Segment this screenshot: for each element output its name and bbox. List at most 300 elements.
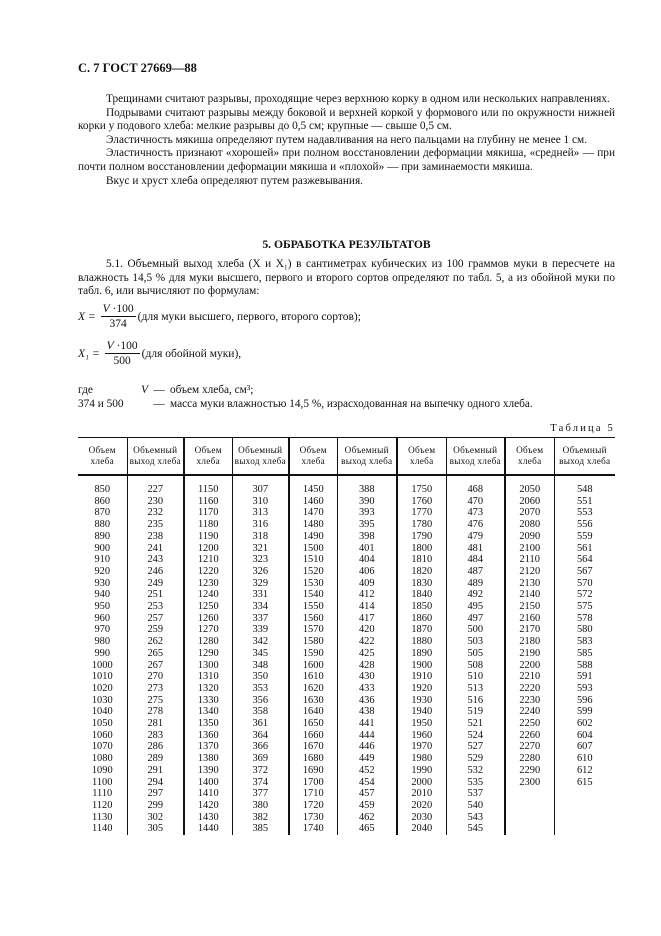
- cell-volume: 1470: [289, 507, 337, 519]
- cell-yield: 591: [576, 671, 593, 683]
- cell-volume: 1240: [184, 589, 232, 601]
- cell-yield: 468: [446, 475, 505, 496]
- cell-volume: 1350: [184, 718, 232, 730]
- cell-yield: 294: [127, 777, 184, 789]
- cell-volume: 1060: [78, 730, 127, 742]
- cell-volume: 860: [78, 496, 127, 508]
- cell-volume: 2240: [505, 706, 554, 718]
- where-definition: масса муки влажностью 14,5 %, израсходованная на выпечку одного хлеба.: [170, 397, 533, 410]
- cell-volume: 1970: [397, 741, 446, 753]
- cell-yield: 339: [232, 624, 289, 636]
- cell-volume: 1760: [397, 496, 446, 508]
- cell-volume: 1610: [289, 671, 337, 683]
- table-row: [78, 718, 615, 730]
- cell-volume: 1650: [289, 718, 337, 730]
- cell-volume: 1620: [289, 683, 337, 695]
- cell-yield: 473: [446, 507, 505, 519]
- cell-yield: 612: [576, 764, 593, 776]
- cell-yield: 459: [337, 800, 397, 812]
- cell-yield: 481: [446, 543, 505, 555]
- cell-yield: 497: [446, 613, 505, 625]
- cell-volume: 930: [78, 578, 127, 590]
- table-row: [78, 566, 615, 578]
- fraction-denominator: 500: [113, 355, 131, 367]
- header-yield: Объемный выход хлеба: [337, 438, 397, 476]
- header-volume: Объем хлеба: [397, 438, 446, 476]
- cell-volume: 1860: [397, 613, 446, 625]
- cell-volume: 2090: [505, 531, 554, 543]
- cell-yield: 551: [576, 495, 593, 507]
- cell-yield: 395: [337, 519, 397, 531]
- cell-yield: 262: [127, 636, 184, 648]
- cell-yield: 452: [337, 765, 397, 777]
- cell-volume: 880: [78, 519, 127, 531]
- header-yield: Объемный выход хлеба: [446, 438, 505, 476]
- cell-yield: 412: [337, 589, 397, 601]
- cell-yield: 564: [576, 554, 593, 566]
- cell-volume: 1770: [397, 507, 446, 519]
- cell-volume: 1780: [397, 519, 446, 531]
- cell-volume: 960: [78, 613, 127, 625]
- cell-yield: 281: [127, 718, 184, 730]
- cell-volume: 1290: [184, 648, 232, 660]
- formula-note: (для муки высшего, первого, второго сортов);: [137, 311, 361, 323]
- cell-volume: 890: [78, 531, 127, 543]
- cell-yield: 607: [576, 741, 593, 753]
- cell-yield: 316: [232, 519, 289, 531]
- cell-volume: 1310: [184, 671, 232, 683]
- cell-yield: 329: [232, 578, 289, 590]
- cell-yield: 470: [446, 496, 505, 508]
- cell-yield: 409: [337, 578, 397, 590]
- cell-volume: 1110: [78, 788, 127, 800]
- cell-yield: 385: [232, 823, 289, 835]
- cell-yield: 593: [576, 682, 593, 694]
- where-term: 374 и 500: [78, 397, 124, 410]
- cell-yield: 257: [127, 613, 184, 625]
- cell-yield: 516: [446, 695, 505, 707]
- cell-volume: 1210: [184, 554, 232, 566]
- cell-volume: 1130: [78, 812, 127, 824]
- cell-yield: 524: [446, 730, 505, 742]
- cell-volume: 910: [78, 554, 127, 566]
- cell-yield: 585: [576, 647, 593, 659]
- cell-volume: 1430: [184, 812, 232, 824]
- header-volume: Объем хлеба: [505, 438, 554, 476]
- cell-yield: 302: [127, 812, 184, 824]
- cell-volume: 2180: [505, 636, 554, 648]
- cell-volume: 1700: [289, 777, 337, 789]
- cell-yield: 527: [446, 741, 505, 753]
- cell-volume: 1400: [184, 777, 232, 789]
- cell-volume: 1230: [184, 578, 232, 590]
- cell-volume: 1980: [397, 753, 446, 765]
- cell-yield: 430: [337, 671, 397, 683]
- where-term: V: [141, 384, 148, 396]
- cell-yield: 305: [127, 823, 184, 835]
- cell-volume: 2170: [505, 624, 554, 636]
- where-dash: —: [153, 384, 165, 396]
- cell-yield: 438: [337, 706, 397, 718]
- cell-volume: 920: [78, 566, 127, 578]
- table-row: [78, 578, 615, 590]
- cell-yield: 253: [127, 601, 184, 613]
- cell-yield: 599: [576, 706, 593, 718]
- table-row: [78, 601, 615, 613]
- where-dash: —: [153, 397, 165, 410]
- numerator-constant: ·100: [113, 340, 138, 352]
- cell-volume: 2040: [397, 823, 446, 835]
- cell-yield: 567: [576, 565, 593, 577]
- cell-yield: 578: [576, 612, 593, 624]
- cell-yield: [554, 823, 615, 835]
- fraction-numerator: [105, 340, 140, 354]
- cell-yield: 364: [232, 730, 289, 742]
- cell-yield: 307: [232, 475, 289, 496]
- cell-yield: 604: [576, 729, 593, 741]
- table-row: [78, 531, 615, 543]
- cell-volume: 1140: [78, 823, 127, 835]
- cell-volume: 2070: [505, 507, 554, 519]
- cell-volume: 1590: [289, 648, 337, 660]
- formula-note: (для обойной муки),: [141, 348, 242, 360]
- cell-yield: 449: [337, 753, 397, 765]
- cell-yield: 444: [337, 730, 397, 742]
- cell-yield: 291: [127, 765, 184, 777]
- cell-yield: 570: [576, 577, 593, 589]
- cell-yield: 446: [337, 741, 397, 753]
- cell-volume: 2050: [505, 475, 554, 496]
- cell-volume: 1340: [184, 706, 232, 718]
- cell-volume: 1180: [184, 519, 232, 531]
- cell-volume: 2060: [505, 496, 554, 508]
- table-row: [78, 730, 615, 742]
- cell-yield: 454: [337, 777, 397, 789]
- cell-yield: 487: [446, 566, 505, 578]
- cell-volume: 2120: [505, 566, 554, 578]
- cell-yield: 358: [232, 706, 289, 718]
- cell-volume: 1960: [397, 730, 446, 742]
- table-row: [78, 695, 615, 707]
- cell-yield: 297: [127, 788, 184, 800]
- cell-volume: 2030: [397, 812, 446, 824]
- cell-yield: 232: [127, 507, 184, 519]
- cell-yield: 545: [446, 823, 505, 835]
- cell-volume: 2140: [505, 589, 554, 601]
- cell-volume: 1070: [78, 741, 127, 753]
- cell-yield: 398: [337, 531, 397, 543]
- table-row: [78, 613, 615, 625]
- cell-volume: 2160: [505, 613, 554, 625]
- cell-yield: 326: [232, 566, 289, 578]
- cell-volume: 1560: [289, 613, 337, 625]
- cell-volume: 1570: [289, 624, 337, 636]
- cell-volume: 1740: [289, 823, 337, 835]
- cell-yield: 529: [446, 753, 505, 765]
- where-prefix: где: [78, 384, 93, 396]
- cell-yield: [554, 812, 615, 824]
- cell-yield: 559: [576, 530, 593, 542]
- cell-yield: 580: [576, 624, 593, 636]
- cell-volume: 2200: [505, 660, 554, 672]
- table-row: [78, 765, 615, 777]
- cell-volume: 1940: [397, 706, 446, 718]
- table-row: [78, 753, 615, 765]
- cell-volume: 1260: [184, 613, 232, 625]
- cell-volume: 1710: [289, 788, 337, 800]
- cell-volume: 2130: [505, 578, 554, 590]
- table-row: [78, 671, 615, 683]
- table-row: [78, 683, 615, 695]
- cell-volume: 900: [78, 543, 127, 555]
- paragraph-cracks: Трещинами считают разрывы, проходящие через верхнюю корку в одном или нескольких направлениях.: [106, 93, 610, 105]
- cell-yield: 575: [576, 601, 593, 613]
- cell-yield: 249: [127, 578, 184, 590]
- cell-volume: 1660: [289, 730, 337, 742]
- cell-yield: 259: [127, 624, 184, 636]
- fraction-denominator: 374: [109, 318, 127, 330]
- cell-yield: 610: [576, 753, 593, 765]
- cell-volume: 2080: [505, 519, 554, 531]
- where-definition: объем хлеба, см³;: [170, 384, 254, 396]
- cell-yield: 334: [232, 601, 289, 613]
- cell-volume: 1450: [289, 475, 337, 496]
- cell-yield: 422: [337, 636, 397, 648]
- table-row: [78, 624, 615, 636]
- cell-yield: 278: [127, 706, 184, 718]
- cell-volume: 1040: [78, 706, 127, 718]
- cell-yield: 492: [446, 589, 505, 601]
- cell-volume: 1160: [184, 496, 232, 508]
- cell-yield: 331: [232, 589, 289, 601]
- cell-yield: 323: [232, 554, 289, 566]
- cell-yield: 583: [576, 636, 593, 648]
- cell-yield: 382: [232, 812, 289, 824]
- cell-yield: 602: [576, 718, 593, 730]
- cell-yield: 537: [446, 788, 505, 800]
- table-row: [78, 812, 615, 824]
- table-row: [78, 800, 615, 812]
- header-volume: Объем хлеба: [184, 438, 232, 476]
- cell-volume: 2270: [505, 741, 554, 753]
- cell-yield: 535: [446, 777, 505, 789]
- cell-yield: 479: [446, 531, 505, 543]
- cell-volume: 1030: [78, 695, 127, 707]
- cell-yield: [554, 788, 615, 800]
- cell-yield: 553: [576, 507, 593, 519]
- cell-volume: 1550: [289, 601, 337, 613]
- cell-volume: 950: [78, 601, 127, 613]
- cell-volume: 1360: [184, 730, 232, 742]
- formula-lhs: X₁ =: [78, 348, 100, 360]
- table-row: [78, 741, 615, 753]
- cell-volume: 1690: [289, 765, 337, 777]
- cell-yield: 353: [232, 683, 289, 695]
- cell-yield: 230: [127, 496, 184, 508]
- paragraph-taste: Вкус и хруст хлеба определяют путем разжевывания.: [106, 174, 363, 187]
- table-row: [78, 660, 615, 672]
- cell-volume: 1820: [397, 566, 446, 578]
- cell-yield: 417: [337, 613, 397, 625]
- cell-yield: 342: [232, 636, 289, 648]
- cell-volume: 1830: [397, 578, 446, 590]
- cell-yield: 457: [337, 788, 397, 800]
- paragraph-undercuts: Подрывами считают разрывы между боковой и верхней коркой у формового или по окружности нижней корки у подового хлеба: мелкие разрывы до 0,5 см; крупные — свыше 0,5 см.: [78, 106, 615, 133]
- cell-volume: 1850: [397, 601, 446, 613]
- cell-volume: 2110: [505, 554, 554, 566]
- header-volume: Объем хлеба: [78, 438, 127, 476]
- cell-volume: 1540: [289, 589, 337, 601]
- cell-volume: 1170: [184, 507, 232, 519]
- cell-yield: 484: [446, 554, 505, 566]
- where-clause: [78, 384, 533, 411]
- cell-volume: 1300: [184, 660, 232, 672]
- formula-x: [78, 303, 361, 331]
- body-paragraphs: [78, 93, 615, 188]
- cell-yield: 561: [576, 542, 593, 554]
- cell-yield: 270: [127, 671, 184, 683]
- cell-volume: 1880: [397, 636, 446, 648]
- table-label: Таблица 5: [550, 423, 615, 434]
- cell-yield: 227: [127, 475, 184, 496]
- cell-volume: 1280: [184, 636, 232, 648]
- cell-volume: 2010: [397, 788, 446, 800]
- cell-volume: 2210: [505, 671, 554, 683]
- header-yield: Объемный выход хлеба: [127, 438, 184, 476]
- formula-lhs: X =: [78, 311, 96, 323]
- cell-yield: 267: [127, 660, 184, 672]
- numerator-constant: ·100: [109, 303, 134, 315]
- cell-yield: 243: [127, 554, 184, 566]
- cell-volume: 1460: [289, 496, 337, 508]
- cell-yield: 441: [337, 718, 397, 730]
- table-row: [78, 589, 615, 601]
- cell-yield: 361: [232, 718, 289, 730]
- table-row: [78, 496, 615, 508]
- cell-volume: 1910: [397, 671, 446, 683]
- cell-volume: 1680: [289, 753, 337, 765]
- cell-yield: 588: [576, 659, 593, 671]
- cell-volume: 1390: [184, 765, 232, 777]
- cell-volume: 1520: [289, 566, 337, 578]
- cell-yield: 388: [337, 475, 397, 496]
- cell-yield: 310: [232, 496, 289, 508]
- cell-volume: 1000: [78, 660, 127, 672]
- header-yield: Объемный выход хлеба: [554, 438, 615, 476]
- clause-5-1: [78, 258, 615, 299]
- cell-yield: 572: [576, 589, 593, 601]
- cell-volume: 1580: [289, 636, 337, 648]
- cell-yield: 521: [446, 718, 505, 730]
- cell-volume: 1010: [78, 671, 127, 683]
- cell-yield: 356: [232, 695, 289, 707]
- cell-volume: 2190: [505, 648, 554, 660]
- cell-yield: 235: [127, 519, 184, 531]
- fraction: [101, 303, 136, 331]
- cell-yield: 241: [127, 543, 184, 555]
- cell-yield: 406: [337, 566, 397, 578]
- cell-volume: 1190: [184, 531, 232, 543]
- cell-volume: 1090: [78, 765, 127, 777]
- cell-yield: 251: [127, 589, 184, 601]
- cell-yield: 462: [337, 812, 397, 824]
- table-row: [78, 788, 615, 800]
- cell-volume: 970: [78, 624, 127, 636]
- cell-yield: 273: [127, 683, 184, 695]
- cell-yield: 433: [337, 683, 397, 695]
- cell-volume: 1630: [289, 695, 337, 707]
- table-row: [78, 507, 615, 519]
- cell-volume: 870: [78, 507, 127, 519]
- cell-volume: [505, 812, 554, 824]
- page-header: С. 7 ГОСТ 27669—88: [78, 61, 197, 75]
- cell-volume: 1530: [289, 578, 337, 590]
- cell-volume: 1080: [78, 753, 127, 765]
- cell-yield: [554, 800, 615, 812]
- cell-volume: 2100: [505, 543, 554, 555]
- table-body: [78, 475, 615, 835]
- cell-yield: 465: [337, 823, 397, 835]
- cell-yield: 503: [446, 636, 505, 648]
- cell-volume: 1150: [184, 475, 232, 496]
- section-title: 5. ОБРАБОТКА РЕЗУЛЬТАТОВ: [262, 238, 431, 251]
- table-row: [78, 823, 615, 835]
- cell-volume: 2280: [505, 753, 554, 765]
- cell-yield: 313: [232, 507, 289, 519]
- cell-yield: 436: [337, 695, 397, 707]
- table-row: [78, 648, 615, 660]
- cell-yield: 596: [576, 694, 593, 706]
- cell-volume: 1440: [184, 823, 232, 835]
- fraction: [105, 340, 140, 368]
- cell-yield: 556: [576, 519, 593, 531]
- cell-volume: 850: [78, 475, 127, 496]
- cell-yield: 390: [337, 496, 397, 508]
- cell-volume: 1120: [78, 800, 127, 812]
- fraction-numerator: [101, 303, 136, 317]
- cell-yield: 372: [232, 765, 289, 777]
- cell-volume: 1790: [397, 531, 446, 543]
- cell-volume: 1380: [184, 753, 232, 765]
- cell-volume: 2260: [505, 730, 554, 742]
- cell-volume: 1640: [289, 706, 337, 718]
- cell-yield: 246: [127, 566, 184, 578]
- cell-volume: 2150: [505, 601, 554, 613]
- cell-volume: 1890: [397, 648, 446, 660]
- cell-volume: 1410: [184, 788, 232, 800]
- cell-yield: 420: [337, 624, 397, 636]
- cell-yield: 286: [127, 741, 184, 753]
- cell-yield: 321: [232, 543, 289, 555]
- cell-volume: 1500: [289, 543, 337, 555]
- cell-yield: 510: [446, 671, 505, 683]
- cell-volume: [505, 800, 554, 812]
- cell-volume: 990: [78, 648, 127, 660]
- cell-volume: 1320: [184, 683, 232, 695]
- table-row: [78, 554, 615, 566]
- cell-yield: 366: [232, 741, 289, 753]
- table-header-row: [78, 438, 615, 476]
- cell-volume: 1270: [184, 624, 232, 636]
- table-row: [78, 777, 615, 789]
- table-row: [78, 706, 615, 718]
- cell-yield: 275: [127, 695, 184, 707]
- cell-volume: 1600: [289, 660, 337, 672]
- cell-volume: 1200: [184, 543, 232, 555]
- cell-volume: 1950: [397, 718, 446, 730]
- cell-volume: 1490: [289, 531, 337, 543]
- cell-yield: 495: [446, 601, 505, 613]
